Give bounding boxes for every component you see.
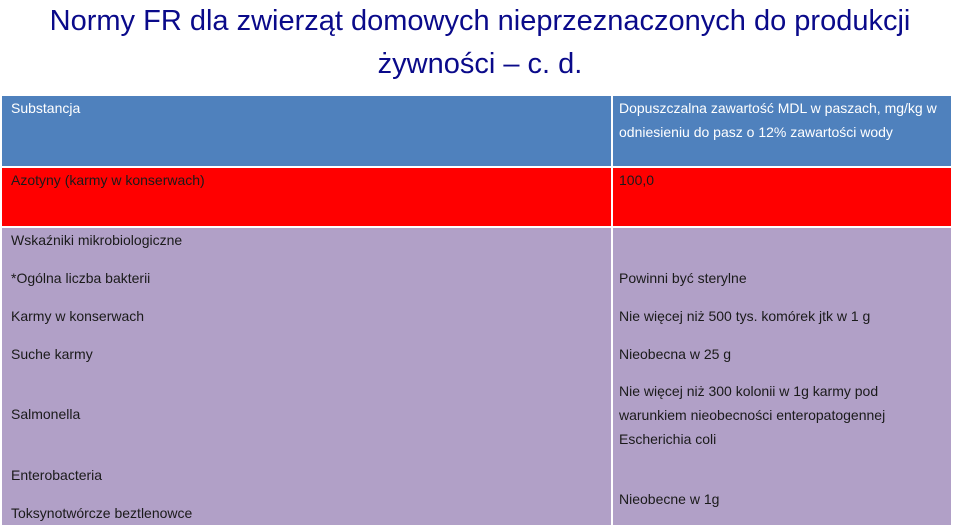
table-row-microbiology: [2, 228, 951, 525]
micro-label-anaerobes: Toksynotwórcze beztlenowce: [11, 505, 193, 521]
cell-microbiology-labels: [2, 228, 611, 525]
cell-microbiology-values: [613, 228, 951, 525]
micro-label-canned-food: Karmy w konserwach: [11, 308, 145, 324]
header-cell-limit: [613, 96, 951, 166]
norms-table: [2, 96, 951, 525]
micro-label-total-bacteria: *Ogólna liczba bakterii: [11, 270, 151, 286]
slide-title-line-1: Normy FR dla zwierząt domowych nieprzeznaczonych do produkcji: [49, 5, 911, 37]
azotyny-value: 100,0: [619, 172, 655, 188]
microbiology-heading: Wskaźniki mikrobiologiczne: [11, 232, 183, 248]
micro-value-dry-food: Nieobecna w 25 g: [619, 346, 732, 362]
micro-label-salmonella: Salmonella: [11, 406, 81, 422]
header-substance-label: Substancja: [11, 100, 81, 116]
micro-label-enterobacteria: Enterobacteria: [11, 467, 103, 483]
micro-value-canned-food: Nie więcej niż 500 tys. komórek jtk w 1 g: [619, 308, 871, 324]
micro-value-salmonella: Nie więcej niż 300 kolonii w 1g karmy pod warunkiem nieobecności enteropatogennej Escherichia coli: [619, 383, 886, 447]
micro-value-anaerobes: Nieobecne w 1g: [619, 491, 720, 507]
header-limit-label: Dopuszczalna zawartość MDL w paszach, mg/kg w odniesieniu do pasz o 12% zawartości wody: [619, 100, 937, 140]
table-header-row: [2, 96, 951, 166]
slide-title-line-2: żywności – c. d.: [377, 48, 583, 80]
header-cell-substance: [2, 96, 611, 166]
table-row-azotyny: [2, 168, 951, 226]
cell-azotyny-label: [2, 168, 611, 226]
micro-label-dry-food: Suche karmy: [11, 346, 93, 362]
slide-title: [0, 0, 960, 86]
micro-value-total-bacteria: Powinni być sterylne: [619, 270, 747, 286]
azotyny-label: Azotyny (karmy w konserwach): [11, 172, 205, 188]
cell-azotyny-value: [613, 168, 951, 226]
